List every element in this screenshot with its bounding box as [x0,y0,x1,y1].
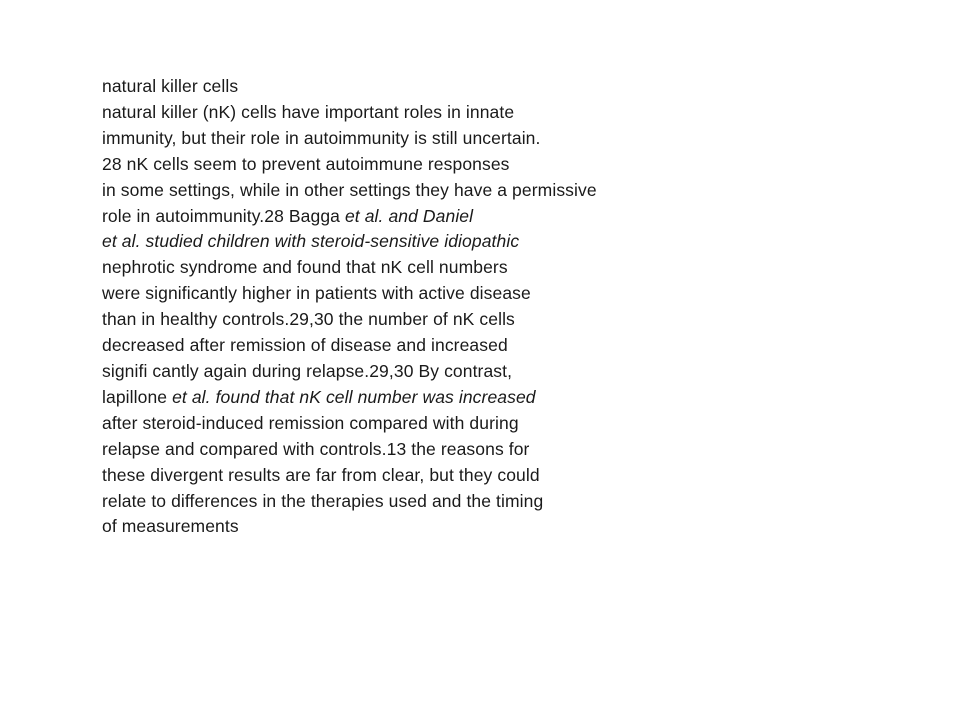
text-run: nephrotic syndrome and found that nK cell numbers [102,257,508,278]
text-line [102,463,922,489]
text-run: immunity, but their role in autoimmunity is still uncertain. [102,127,541,148]
text-line [102,359,922,385]
italic-run: et al. studied children with steroid-sensitive idiopathic [102,231,520,252]
italic-run: et al. and Daniel [344,205,474,226]
text-line [102,489,922,515]
body-text [102,74,922,540]
text-line [102,204,922,230]
text-line [102,281,922,307]
text-line [102,437,922,463]
text-line [102,385,922,411]
text-line [102,307,922,333]
text-run: 28 nK cells seem to prevent autoimmune responses [102,153,510,174]
text-run: natural killer (nK) cells have important roles in innate [102,101,515,122]
text-line [102,411,922,437]
text-run: these divergent results are far from clear, but they could [102,464,540,485]
text-run: after steroid-induced remission compared with during [102,412,519,433]
italic-run: et al. found that nK cell number was increased [172,386,536,407]
text-run: of measurements [102,516,239,537]
text-line [102,514,922,540]
text-run: in some settings, while in other settings they have a permissive [102,179,597,200]
text-run: relate to differences in the therapies used and the timing [102,490,544,511]
text-line [102,333,922,359]
text-run: were significantly higher in patients with active disease [102,283,531,304]
text-line [102,100,922,126]
text-run: decreased after remission of disease and increased [102,335,508,356]
text-run: relapse and compared with controls.13 the reasons for [102,438,530,459]
text-line [102,229,922,255]
text-run: signifi cantly again during relapse.29,30 By contrast, [102,360,513,381]
text-run: lapillone [102,386,173,407]
text-line [102,152,922,178]
text-run: role in autoimmunity.28 Bagga [102,205,345,226]
text-line [102,126,922,152]
text-line [102,178,922,204]
text-line [102,255,922,281]
text-run: than in healthy controls.29,30 the number of nK cells [102,309,515,330]
slide-heading: natural killer cells [102,76,239,96]
